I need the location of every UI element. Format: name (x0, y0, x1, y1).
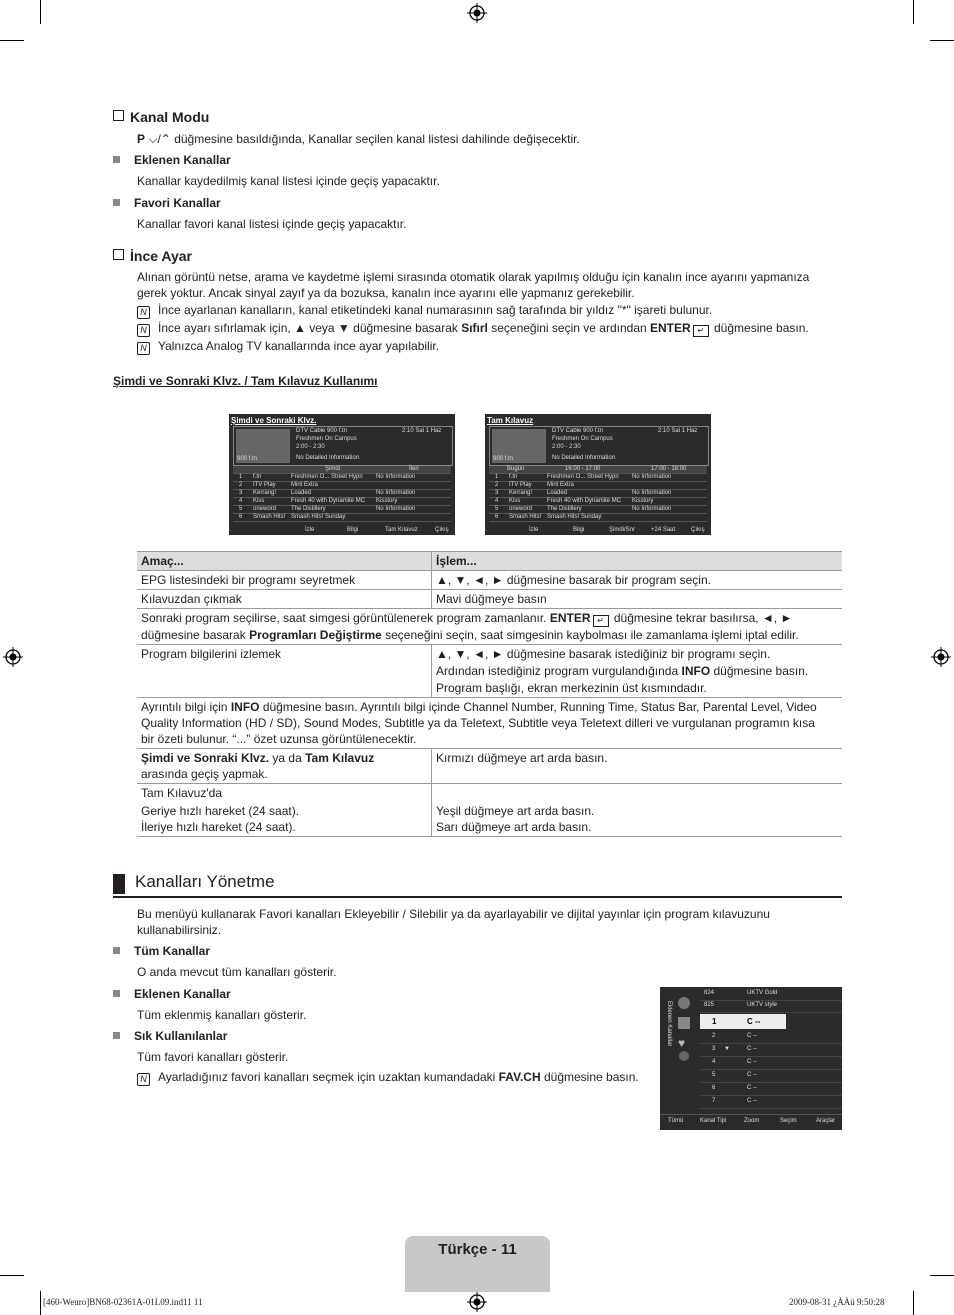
crop-mark (0, 1275, 24, 1276)
screen-title: Tam Kılavuz (487, 416, 534, 425)
bullet-favori-kanallar: Favori Kanallar (113, 196, 221, 210)
table-cell: EPG listesindeki bir programı seyretmek (137, 571, 432, 590)
crop-mark (913, 1291, 914, 1315)
guide-row[interactable]: 4 Kiss Fresh 40 with Dynamite MC Kisstory (233, 498, 451, 506)
print-slug-left: [460-Weuro]BN68-02361A-01L09.ind11 11 (43, 1297, 203, 1307)
page-number-tab: Türkçe - 11 (405, 1236, 550, 1292)
guide-row[interactable]: 3 Kerrang! Loaded No Information (489, 490, 707, 498)
table-cell: Mavi düğmeye basın (432, 590, 843, 609)
grid-header: Şimdi İleri (233, 466, 451, 474)
bullet-eklenen-kanallar: Eklenen Kanallar (113, 153, 231, 167)
channel-row[interactable]: 2 C -- (700, 1031, 842, 1044)
crop-mark (40, 1291, 41, 1315)
chapter-intro: Bu menüyü kullanarak Favori kanalları Ekleyebilir / Silebilir ya da ayarlayabilir ve dijital yayınlar için program kılavuzunu (137, 907, 770, 921)
guide-row[interactable]: 5 oneword The Distillery No Information (489, 506, 707, 514)
program-info-box: 900 f.tn DTV Cable 900 f.tn 2:10 Sal 1 Haz Freshmen On Campus 2:00 - 2:30 No Detailed Information (489, 426, 709, 466)
guide-row[interactable]: 6 Smash Hits! Smash Hits! Sunday (489, 514, 707, 522)
crop-mark (40, 0, 41, 24)
guide-row[interactable]: 1 f.tn Freshmen O... Street Hypn No Information (233, 474, 451, 482)
square-bullet-icon (113, 199, 120, 206)
grid-header: Bugün 16:00 - 17:00 17:00 - 18:00 (489, 466, 707, 474)
table-header-cell: İşlem... (432, 552, 843, 571)
table-header-cell: Amaç... (137, 552, 432, 571)
square-bullet-icon (113, 1032, 120, 1039)
table-cell: Ayrıntılı bilgi için INFO düğmesine basın. Ayrıntılı bilgi içinde Channel Number, Running Time, Status Bar, Parental Level, Video Quality Information (HD / SD), Sound Modes, Subtitle ya da Teletext, Subtitle veya Teletext dilleri ve vurgulanan programın kısa bir özeti bulunur. “...” özet uzunsa görüntülenecektir. (137, 698, 842, 749)
side-label: Eklenen Kanallar (666, 1001, 672, 1047)
crop-mark (930, 1275, 954, 1276)
square-bullet-icon (113, 990, 120, 997)
bullet-tum-kanallar: Tüm Kanallar (113, 944, 210, 958)
screen-title: Şimdi ve Sonraki Klvz. (231, 416, 317, 425)
registration-mark-icon (467, 1292, 487, 1312)
table-cell: ▲, ▼, ◄, ► düğmesine basarak bir program seçin. (432, 571, 843, 590)
note-icon: N (137, 306, 150, 319)
table-cell: Sonraki program seçilirse, saat simgesi görüntülenerek program zamanlanır. ENTER ↵ düğmesine tekrar basılırsa, ◄, ► düğmesine basarak Programları Değiştirme seçeneğini seçin, saat simgesinin kaybolması ile zamanlama işlemi iptal edilir. (137, 609, 842, 645)
channel-row[interactable]: 7 C -- (700, 1096, 842, 1109)
epg-function-table (137, 551, 842, 837)
crop-mark (913, 0, 914, 24)
guide-row[interactable]: 2 ITV Play Mint Extra (489, 482, 707, 490)
note-3: N Yalnızca Analog TV kanallarında ince ayar yapılabilir. (137, 338, 439, 355)
enter-icon: ↵ (593, 615, 609, 627)
fav-ch-note: N Ayarladığınız favori kanalları seçmek için uzaktan kumandadaki FAV.CH düğmesine basın. (137, 1069, 639, 1086)
table-cell: ▲, ▼, ◄, ► düğmesine basarak istediğiniz bir programı seçin. Ardından istediğiniz program vurgulandığında INFO düğmesine basın. Program başlığı, ekran merkezinin üst kısmındadır. (432, 645, 843, 698)
channel-row[interactable]: 4 C -- (700, 1057, 842, 1070)
checkbox-bullet-icon (113, 110, 124, 121)
table-row (137, 749, 842, 784)
square-bullet-icon (113, 156, 120, 163)
table-cell: Yeşil düğmeye art arda basın. Sarı düğmeye art arda basın. (432, 784, 843, 837)
bullet-desc: O anda mevcut tüm kanalları gösterir. (137, 965, 337, 979)
bullet-desc: Tüm favori kanalları gösterir. (137, 1050, 289, 1064)
kanal-modu-intro: P ⌵/⌃ düğmesine basıldığında, Kanallar seçilen kanal listesi dahilinde değişecektir. (137, 132, 580, 146)
table-cell: Tam Kılavuz'da Geriye hızlı hareket (24 saat). İleriye hızlı hareket (24 saat). (137, 784, 432, 837)
guide-row[interactable]: 5 oneword The Distillery No Information (233, 506, 451, 514)
screen-full-guide: Tam Kılavuz 900 f.tn DTV Cable 900 f.tn 2:10 Sal 1 Haz Freshmen On Campus 2:00 - 2:30 No Detailed Information Bugün 16:00 - 17:00 17:00 - 18:00 1 f.tn Freshmen O... Street Hypn No Information 2 ITV Play Mint Extra 3 Kerrang! Loaded No Information 4 Kiss Fresh 40 with Dynamite MC Kisstory 5 oneword The Distillery No Information 6 Smash Hits! Smash Hits! Sunday İzle Bilgi Şimdi/Snr +24 Saat Çıkış (485, 414, 711, 535)
ince-ayar-para1: Alınan görüntü netse, arama ve kaydetme işlemi sırasında otomatik olarak yapılmış olduğu için kanalın ince ayarını yapmanıza (137, 270, 810, 284)
table-cell: Program bilgilerini izlemek (137, 645, 432, 698)
preview-thumbnail: 900 f.tn (492, 429, 546, 463)
registration-mark-icon (3, 647, 23, 667)
crop-mark (0, 40, 24, 41)
crop-mark (930, 40, 954, 41)
bullet-sik-kullanilanlar: Sık Kullanılanlar (113, 1029, 227, 1043)
registration-mark-icon (467, 3, 487, 23)
menu-footer: Tümü Kanal Tipi Zoom Seçim Araçlar (660, 1114, 842, 1129)
guide-row[interactable]: 3 Kerrang! Loaded No Information (233, 490, 451, 498)
note-2: N İnce ayarı sıfırlamak için, ▲ veya ▼ düğmesine basarak Sıfırl seçeneğini seçin ve ardından ENTER ↵ düğmesine basın. (137, 320, 809, 337)
channel-down-up-icon: ⌵/⌃ (148, 132, 171, 146)
guide-row[interactable]: 4 Kiss Fresh 40 with Dynamite MC Kisstory (489, 498, 707, 506)
added-channels-icon[interactable] (678, 1017, 690, 1029)
registration-mark-icon (931, 647, 951, 667)
note-icon: N (137, 324, 150, 337)
heart-icon[interactable]: ♥ (678, 1036, 686, 1050)
channel-row[interactable]: 6 C -- (700, 1083, 842, 1096)
table-cell: Kılavuzdan çıkmak (137, 590, 432, 609)
enter-icon: ↵ (693, 325, 709, 337)
table-cell: Şimdi ve Sonraki Klvz. ya da Tam Kılavuz arasında geçiş yapmak. (137, 749, 432, 784)
square-bullet-icon (113, 947, 120, 954)
program-info-box: 900 f.tn DTV Cable 900 f.tn 2:10 Sal 1 Haz Freshmen On Campus 2:00 - 2:30 No Detailed Information (233, 426, 453, 466)
note-1: N İnce ayarlanan kanalların, kanal etiketindeki kanal numarasının sağ tarafında bir yıldız "*" işareti bulunur. (137, 302, 712, 319)
channel-row-selected[interactable]: 1 C -- (700, 1014, 786, 1029)
guide-heading: Şimdi ve Sonraki Klvz. / Tam Kılavuz Kullanımı (113, 374, 378, 388)
table-row (137, 609, 842, 645)
table-cell: Kırmızı düğmeye art arda basın. (432, 749, 843, 784)
channel-row[interactable]: 824 UKTV Gold (700, 988, 842, 1001)
note-icon: N (137, 342, 150, 355)
bullet-desc: Kanallar favori kanal listesi içinde geçiş yapacaktır. (137, 217, 407, 231)
arrow-down-icon: ▼ (724, 1046, 730, 1052)
bullet-desc: Kanallar kaydedilmiş kanal listesi içinde geçiş yapacaktır. (137, 174, 440, 188)
channel-list-screen (660, 987, 842, 1130)
chapter-intro: kullanabilirsiniz. (137, 923, 222, 937)
schedule-icon[interactable] (679, 1051, 689, 1061)
note-icon: N (137, 1073, 150, 1086)
checkbox-bullet-icon (113, 249, 124, 260)
table-row (137, 590, 842, 609)
section-title-ince-ayar: İnce Ayar (113, 248, 192, 264)
chapter-heading: Kanalları Yönetme (113, 872, 842, 898)
guide-row[interactable]: 2 ITV Play Mint Extra (233, 482, 451, 490)
section-title-kanal-modu: Kanal Modu (113, 109, 209, 125)
table-row (137, 571, 842, 590)
chapter-bar (113, 874, 125, 894)
all-channels-icon[interactable] (678, 997, 690, 1009)
bullet-eklenen-kanallar: Eklenen Kanallar (113, 987, 231, 1001)
guide-row[interactable]: 1 f.tn Freshmen O... Street Hypn No Information (489, 474, 707, 482)
print-slug-right: 2009-08-31 ¿ÀÀü 9:50:28 (789, 1297, 885, 1307)
bullet-desc: Tüm eklenmiş kanalları gösterir. (137, 1008, 307, 1022)
table-row (137, 645, 842, 698)
channel-row[interactable]: 3 ▼ C -- (700, 1044, 842, 1057)
screen-now-next-guide: Şimdi ve Sonraki Klvz. 900 f.tn DTV Cable 900 f.tn 2:10 Sal 1 Haz Freshmen On Campus 2:00 - 2:30 No Detailed Information Şimdi İleri 1 f.tn Freshmen O... Street Hypn No Information 2 ITV Play Mint Extra 3 Kerrang! Loaded No Information 4 Kiss Fresh 40 with Dynamite MC Kisstory 5 oneword The Distillery No Information 6 Smash Hits! Smash Hits! Sunday İzle Bilgi Tam Kılavuz Çıkış (229, 414, 455, 535)
table-row (137, 784, 842, 837)
table-header-row (137, 552, 842, 571)
guide-row[interactable]: 6 Smash Hits! Smash Hits! Sunday (233, 514, 451, 522)
preview-thumbnail: 900 f.tn (236, 429, 290, 463)
channel-row[interactable]: 825 UKTV style (700, 1000, 842, 1013)
ince-ayar-para2: gerek yoktur. Ancak sinyal zayıf ya da bozuksa, kanalın ince ayarını elle yapmanız gerekebilir. (137, 286, 635, 300)
channel-row[interactable]: 5 C -- (700, 1070, 842, 1083)
table-row (137, 698, 842, 749)
